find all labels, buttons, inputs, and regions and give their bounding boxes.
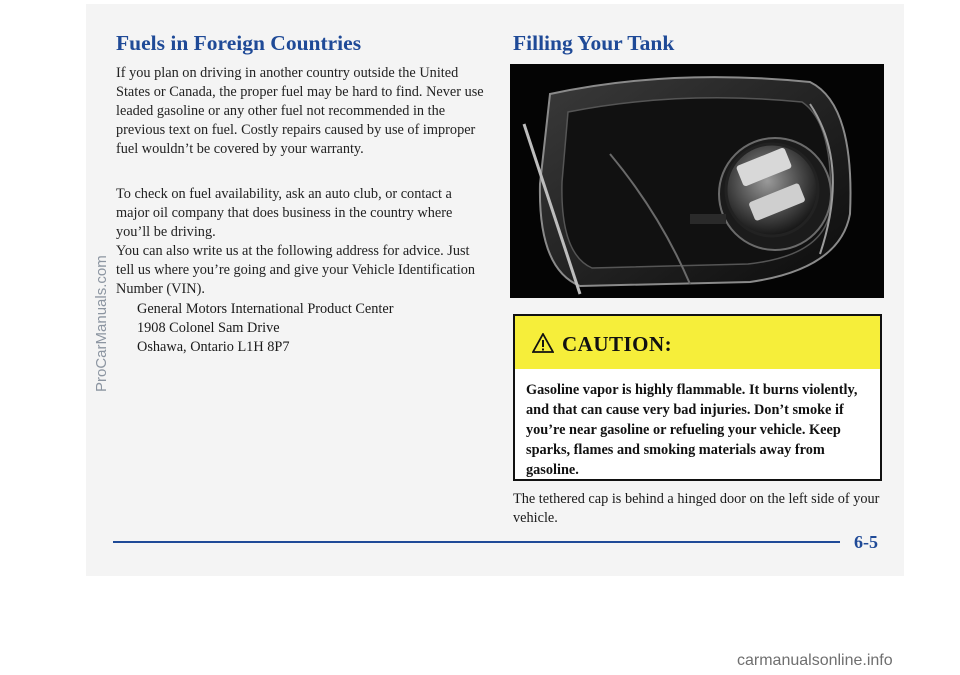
paragraph-write-us: You can also write us at the following address for advice. Just tell us where you’re going and give your Vehicle Identification Number (VIN). (116, 243, 476, 297)
address-line-2: 1908 Colonel Sam Drive (137, 320, 280, 336)
caution-box (513, 314, 882, 481)
address-line-1: General Motors International Product Center (137, 301, 394, 317)
footer-watermark: carmanualsonline.info (737, 652, 893, 669)
paragraph-foreign-fuel: If you plan on driving in another country outside the United States or Canada, the proper fuel may be hard to find. Never use leaded gasoline or any other fuel not recommended in the previous text on fuel. Costly repairs caused by use of improper fuel wouldn’t be covered by your warranty. (116, 65, 484, 157)
tank-note: The tethered cap is behind a hinged door on the left side of your vehicle. (513, 491, 880, 526)
side-watermark: ProCarManuals.com (93, 255, 110, 392)
address-line-3: Oshawa, Ontario L1H 8P7 (137, 339, 290, 355)
section-title-filling-tank: Filling Your Tank (513, 31, 675, 55)
caution-text: Gasoline vapor is highly flammable. It burns violently, and that can cause very bad injuries. Don’t smoke if you’re near gasoline or refueling your vehicle. Keep sparks, flames and smoking materials away from gasoline. (526, 382, 858, 478)
fuel-cap-photo (510, 64, 884, 298)
warning-triangle-icon (532, 333, 554, 353)
fuel-door-illustration (510, 64, 884, 298)
section-title-fuels-foreign: Fuels in Foreign Countries (116, 31, 362, 55)
caution-header (515, 316, 880, 369)
footer-rule (113, 541, 840, 543)
caution-title: CAUTION: (562, 332, 673, 356)
page-number: 6-5 (854, 532, 878, 552)
paragraph-fuel-availability: To check on fuel availability, ask an auto club, or contact a major oil company that does business in the country where you’ll be driving. (116, 186, 453, 240)
